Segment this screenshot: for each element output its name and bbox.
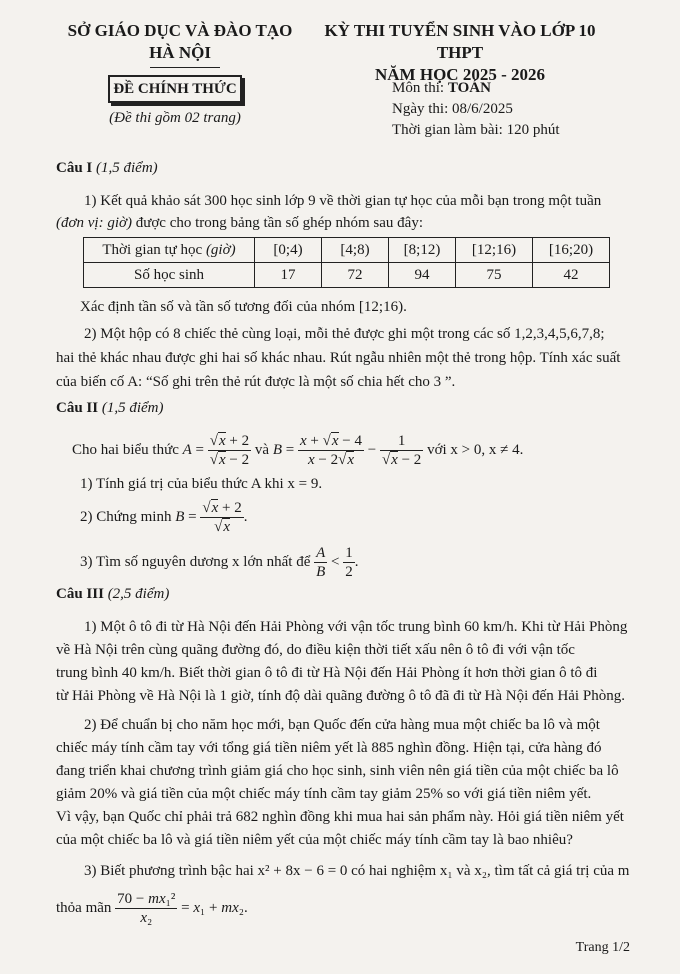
- table-row: Số học sinh 17 72 94 75 42: [84, 263, 610, 288]
- q3-part2-line2: chiếc máy tính cầm tay với tổng giá tiền niêm yết là 885 nghìn đồng. Hiện tại, cửa hàng đó: [56, 740, 602, 756]
- q1-part1-line1: 1) Kết quả khảo sát 300 học sinh lớp 9 về thời gian tự học của mỗi bạn trong một tuần: [84, 193, 602, 209]
- fraction-proof: $\frac{√x + 2}{√x}$: [202, 500, 242, 536]
- fraction-condition: $\frac{\text{70 − mx₁²}}{\text{x₂}}$: [117, 891, 176, 927]
- q3-part1-line3: trung bình 40 km/h. Biết thời gian ô tô đi từ Hà Nội đến Hải Phòng ít hơn thời gian ô tô đi: [56, 665, 598, 681]
- q3-part2-line6: của một chiếc ba lô và giá tiền niêm yết của một chiếc máy tính cầm tay là bao nhiêu?: [56, 832, 573, 848]
- official-box: ĐỀ CHÍNH THỨC: [108, 75, 242, 103]
- q3-part2-line5: Vì vậy, bạn Quốc chỉ phải trả 682 nghìn đồng khi mua hai sản phẩm này. Hỏi giá tiền niêm yết: [56, 809, 624, 825]
- department-header: SỞ GIÁO DỤC VÀ ĐÀO TẠO HÀ NỘI: [67, 21, 293, 62]
- q1-part2-line2: hai thẻ khác nhau được ghi hai số khác nhau. Rút ngẫu nhiên một thẻ trong hộp. Tính xác suất: [56, 350, 621, 366]
- q3-part2-line1: 2) Để chuẩn bị cho năm học mới, bạn Quốc đến cửa hàng mua một chiếc ba lô và một: [84, 717, 600, 733]
- exam-meta: Môn thi: TOÁN Ngày thi: 08/6/2025 Thời gian làm bài: 120 phút: [392, 80, 560, 138]
- q3-heading: Câu III (2,5 điểm): [56, 586, 170, 602]
- q3-part1-line2: về Hà Nội trên cùng quãng đường đó, do điều kiện thời tiết xấu nên ô tô đi với vận tốc: [56, 642, 575, 658]
- fraction-a: $\frac{√x + 2}{√x - 2}$: [209, 433, 250, 469]
- fraction-ab: $\frac{A}{B}$: [316, 545, 326, 581]
- q1-part1-line2: (đơn vị: giờ) được cho trong bảng tần số ghép nhóm sau đây:: [56, 215, 424, 231]
- q1-part2-line1: 2) Một hộp có 8 chiếc thẻ cùng loại, mỗi thẻ được ghi một trong các số 1,2,3,4,5,6,7,8;: [84, 326, 605, 342]
- q3-part3-line2: thỏa mãn $\frac{\text{70 − mx₁²}}{\text{x₂}}$ = x₁ + mx₂.: [56, 891, 248, 927]
- q3-part2-line3: đang triển khai chương trình giảm giá cho học sinh, sinh viên nên giá tiền của một chiếc ba lô: [56, 763, 619, 779]
- table-row: Thời gian tự học (giờ) [0;4) [4;8) [8;12) [12;16) [16;20): [84, 238, 610, 263]
- exam-header: KỲ THI TUYỂN SINH VÀO LỚP 10 THPT NĂM HỌC 2025 - 2026: [324, 21, 596, 84]
- q3-part1-line4: từ Hải Phòng về Hà Nội là 1 giờ, tính độ dài quãng đường ô tô đã đi từ Hà Nội đến Hải Phòng.: [56, 688, 625, 704]
- page-number: Trang 1/2: [575, 940, 630, 955]
- q2-item3: 3) Tìm số nguyên dương x lớn nhất để $\frac{A}{B}$ < $\frac{1}{2}$ .: [80, 545, 359, 581]
- q2-heading: Câu II (1,5 điểm): [56, 400, 164, 416]
- q2-item2: 2) Chứng minh B = $\frac{√x + 2}{√x}$ .: [80, 500, 248, 536]
- q1-heading: Câu I (1,5 điểm): [56, 160, 158, 176]
- fraction-b1: $\frac{x + √x - 4}{x - 2√x}$: [299, 433, 362, 469]
- q1-part1-task: Xác định tần số và tần số tương đối của nhóm [12;16).: [80, 299, 407, 315]
- q3-part3-line1: 3) Biết phương trình bậc hai x² + 8x − 6 = 0 có hai nghiệm x₁ và x₂, tìm tất cả giá trị của m: [84, 863, 630, 879]
- fraction-b2: $\frac{1}{√x - 2}$: [381, 433, 422, 469]
- q3-part1-line1: 1) Một ô tô đi từ Hà Nội đến Hải Phòng với vận tốc trung bình 60 km/h. Khi từ Hải Phòng: [84, 619, 628, 635]
- frequency-table: [83, 237, 610, 288]
- fraction-half: $\frac{1}{2}$: [345, 545, 353, 581]
- q2-expressions: Cho hai biểu thức A = $\frac{√x + 2}{√x - 2}$ và B = $\frac{x + √x - 4}{x - 2√x}$ − $\frac{1}{√x - 2}$ với x > 0, x ≠ 4.: [72, 433, 524, 469]
- q3-part2-line4: giảm 20% và giá tiền của một chiếc máy tính cầm tay giảm 25% so với giá tiền niêm yết.: [56, 786, 592, 802]
- header-rule: [150, 67, 220, 68]
- q1-part2-line3: của biến cố A: “Số ghi trên thẻ rút được là một số chia hết cho 3 ”.: [56, 374, 456, 390]
- pages-note: (Đề thi gồm 02 trang): [109, 110, 241, 126]
- q2-item1: 1) Tính giá trị của biểu thức A khi x = 9.: [80, 476, 323, 492]
